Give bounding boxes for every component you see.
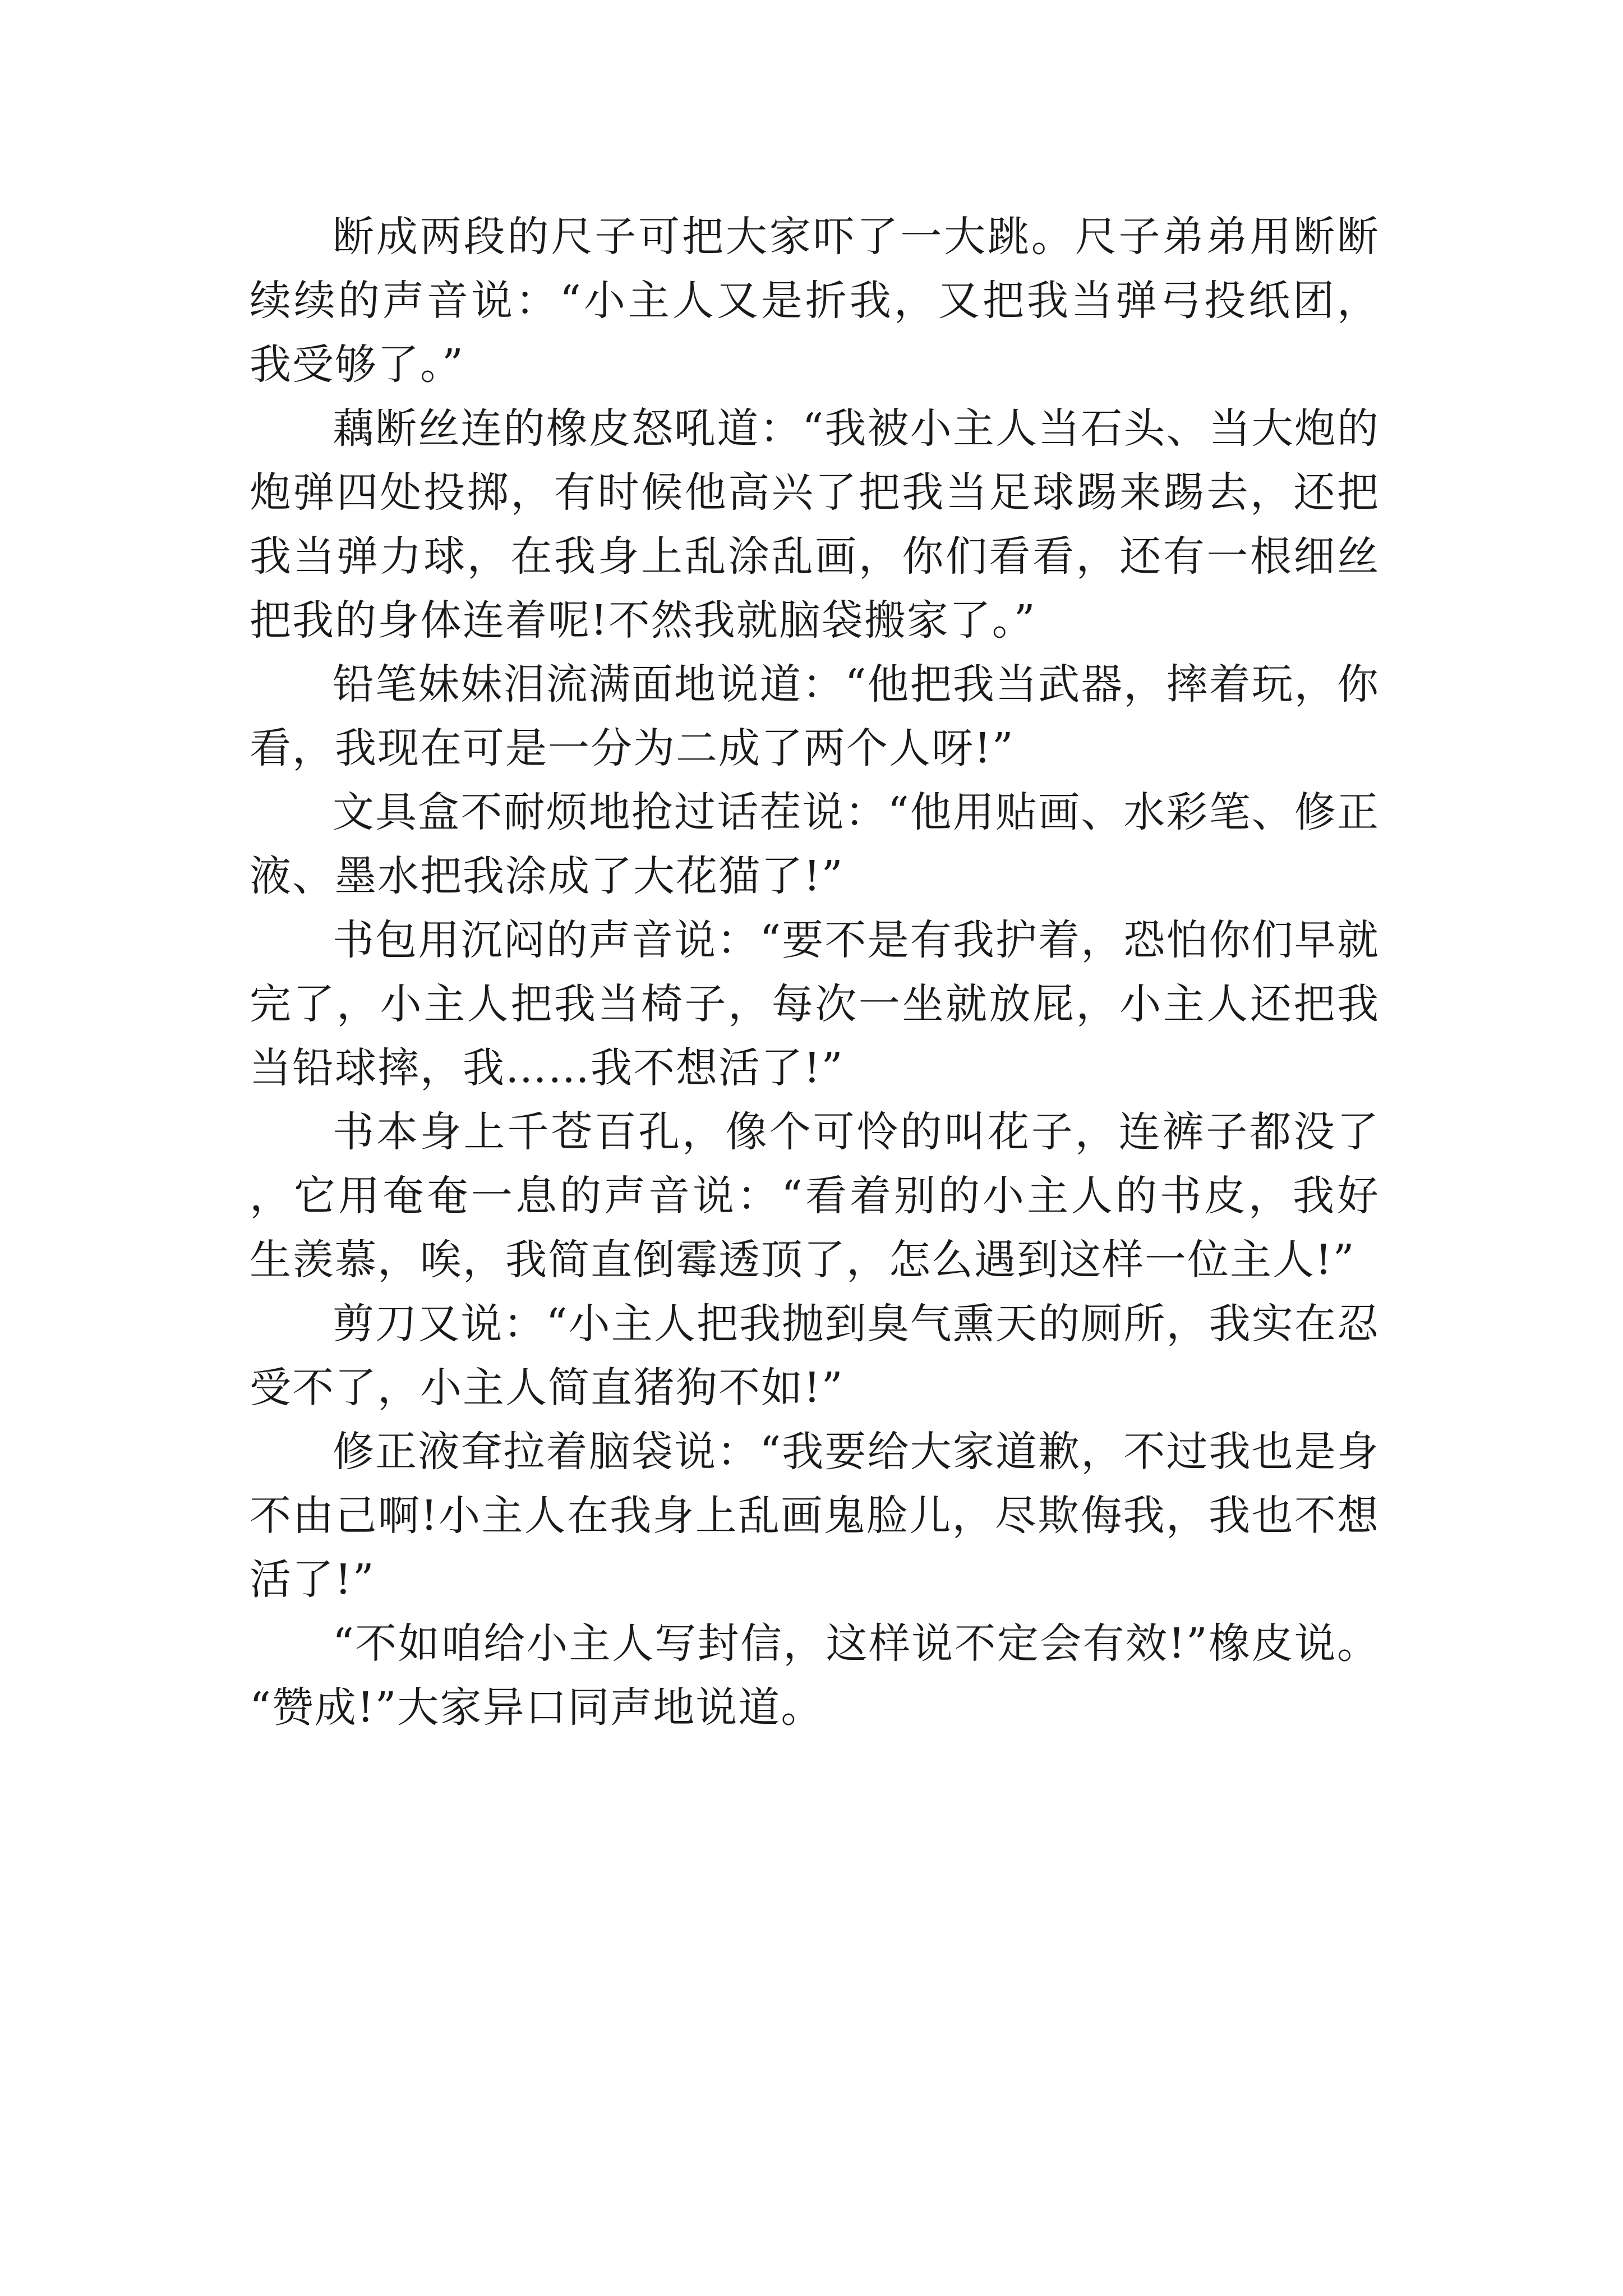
paragraph-scissors: 剪刀又说：“小主人把我抛到臭气熏天的厕所，我实在忍受不了，小主人简直猪狗不如!” [250, 1300, 1380, 1412]
paragraph-schoolbag: 书包用沉闷的声音说：“要不是有我护着，恐怕你们早就完了，小主人把我当椅子，每次一坐就放屁，小主人还把我当铅球摔，我……我不想活了!” [250, 916, 1380, 1092]
story-text [250, 205, 1380, 1740]
paragraph-pencil: 铅笔妹妹泪流满面地说道：“他把我当武器，摔着玩，你看，我现在可是一分为二成了两个人呀!” [250, 660, 1380, 772]
paragraph-book: 书本身上千苍百孔，像个可怜的叫花子，连裤子都没了，它用奄奄一息的声音说：“看着别的小主人的书皮，我好生羡慕，唉，我简直倒霉透顶了，怎么遇到这样一位主人!” [250, 1108, 1380, 1284]
paragraph-correction-fluid: 修正液耷拉着脑袋说：“我要给大家道歉，不过我也是身不由己啊!小主人在我身上乱画鬼脸儿，尽欺侮我，我也不想活了!” [250, 1428, 1380, 1604]
paragraph-pencil-case: 文具盒不耐烦地抢过话茬说：“他用贴画、水彩笔、修正液、墨水把我涂成了大花猫了!” [250, 788, 1380, 900]
paragraph-letter-idea: “不如咱给小主人写封信，这样说不定会有效!”橡皮说。“赞成!”大家异口同声地说道。 [250, 1619, 1380, 1732]
paragraph-ruler: 断成两段的尺子可把大家吓了一大跳。尺子弟弟用断断续续的声音说：“小主人又是折我，又把我当弹弓投纸团，我受够了。” [250, 213, 1380, 389]
paragraph-eraser: 藕断丝连的橡皮怒吼道：“我被小主人当石头、当大炮的炮弹四处投掷，有时候他高兴了把我当足球踢来踢去，还把我当弹力球，在我身上乱涂乱画，你们看看，还有一根细丝把我的身体连着呢!不然我就脑袋搬家了。” [250, 404, 1380, 645]
